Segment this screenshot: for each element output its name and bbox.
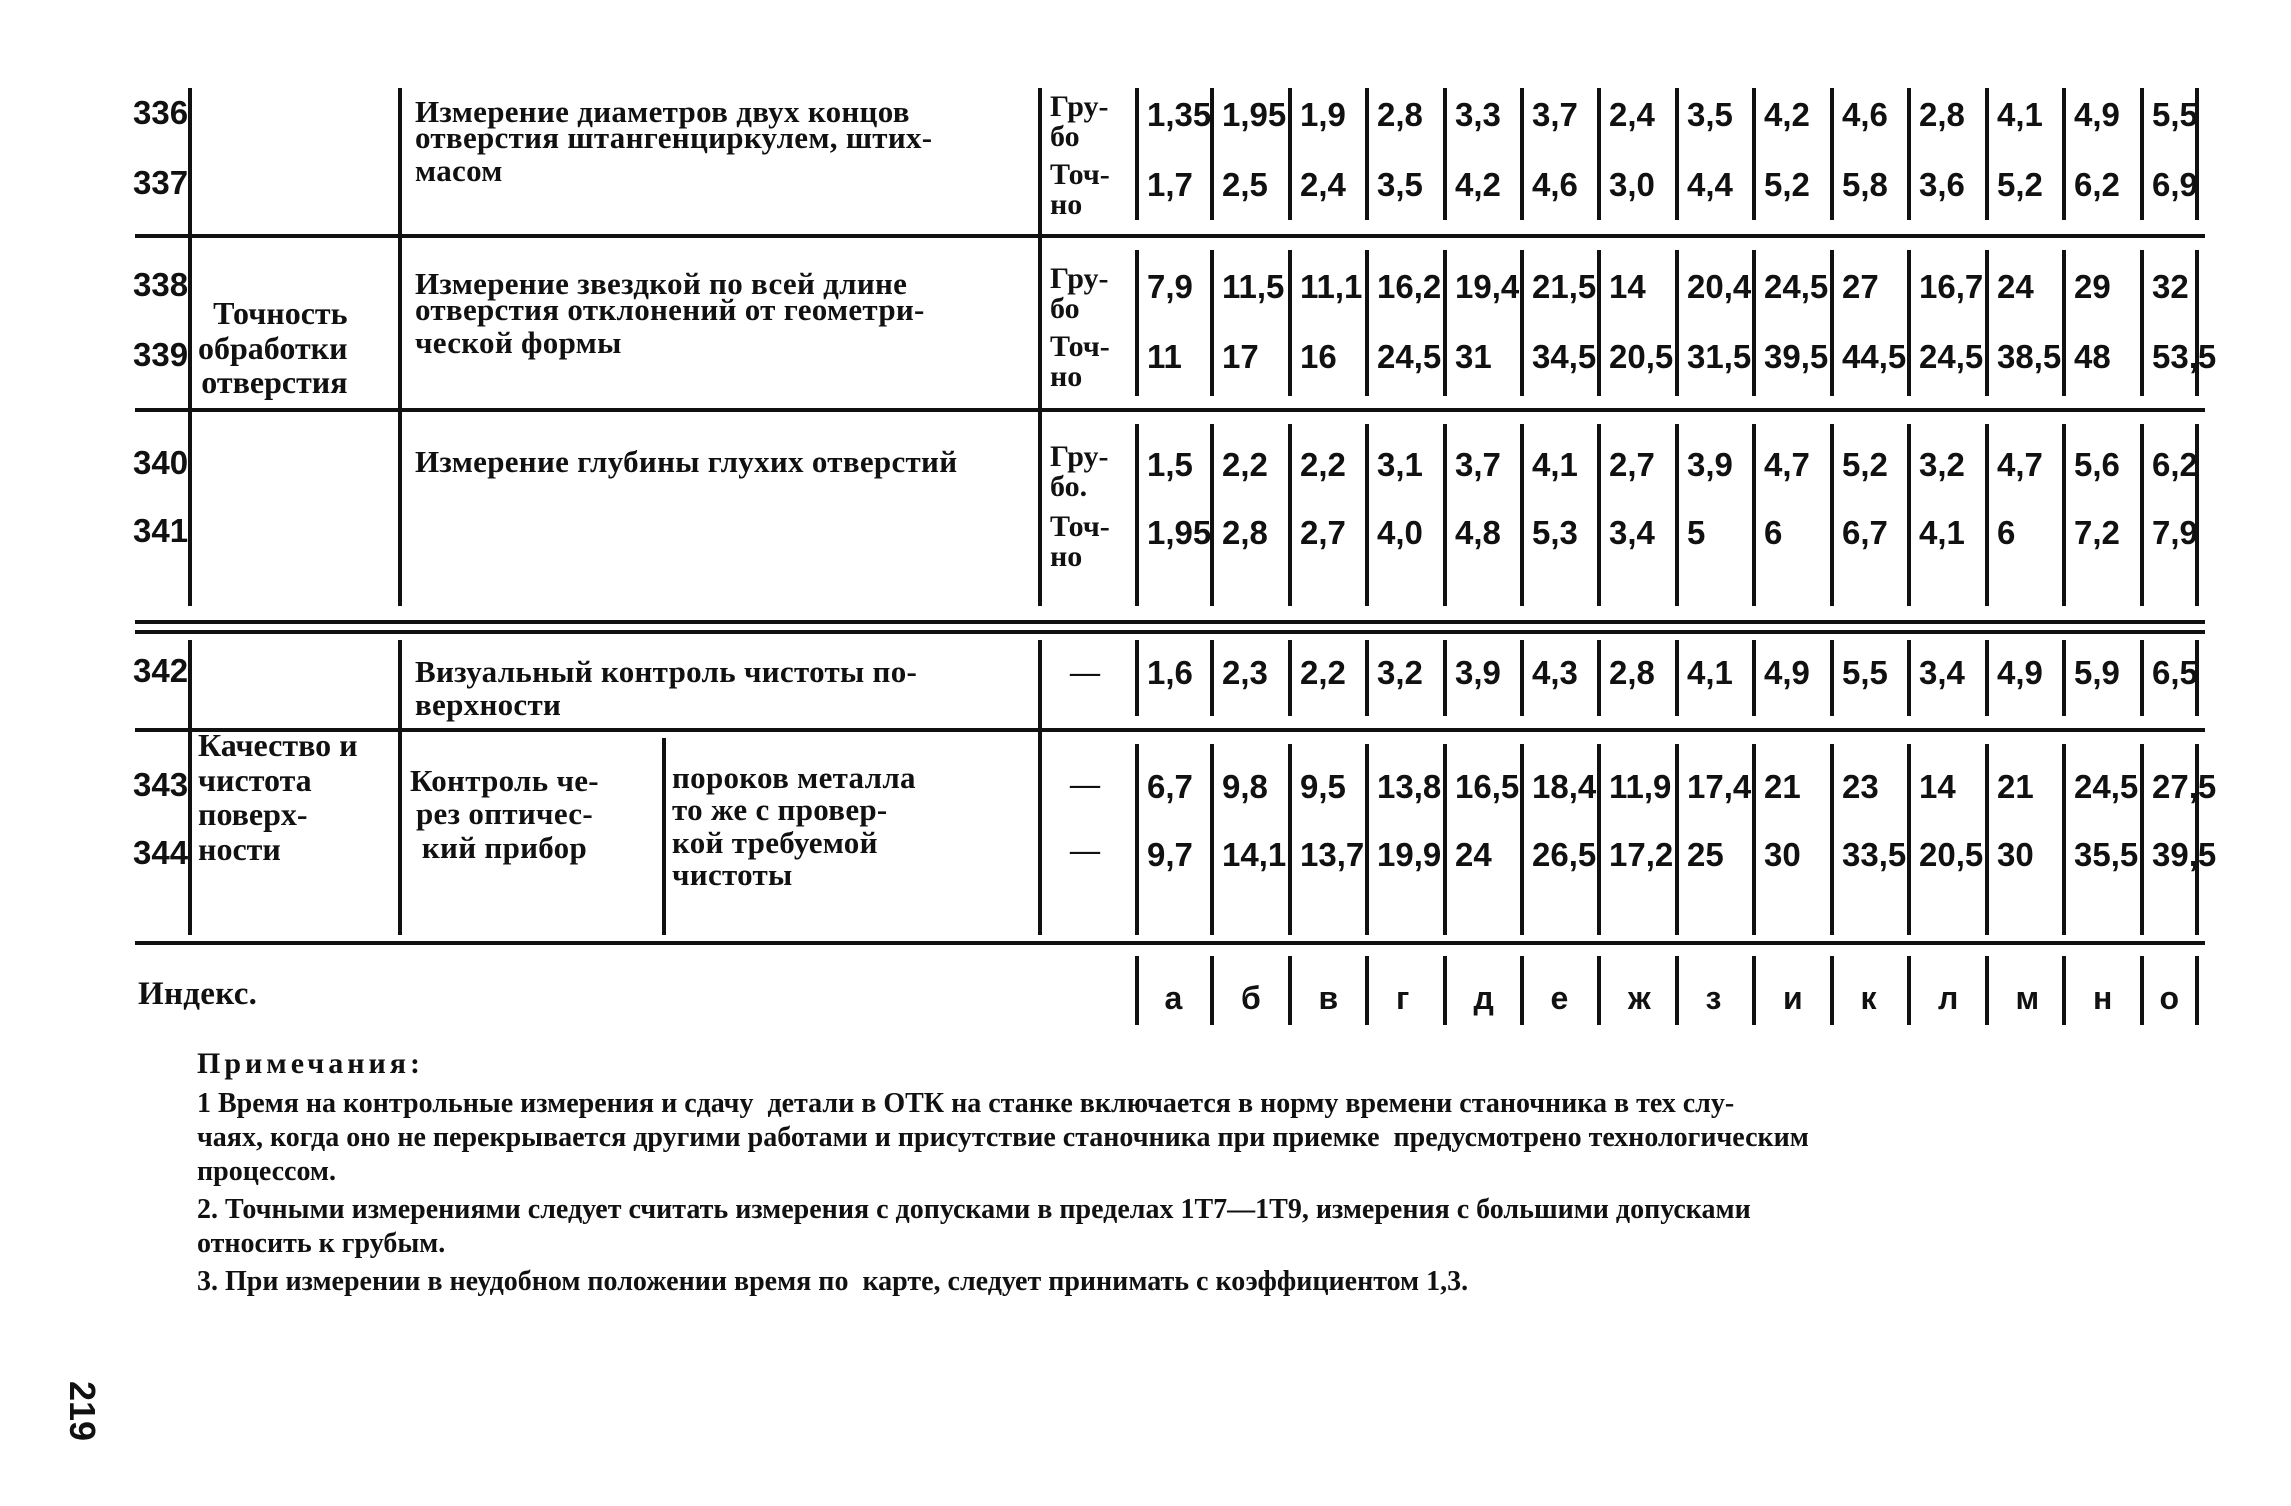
table-cell: 16 bbox=[1300, 338, 1337, 375]
index-cell: а bbox=[1164, 980, 1183, 1016]
table-cell: 6 bbox=[1764, 514, 1783, 551]
accuracy-mode: Точ- но bbox=[1050, 330, 1110, 393]
table-cell: 6,7 bbox=[1147, 768, 1193, 805]
group-label-accuracy bbox=[198, 296, 348, 400]
row-number: 342 bbox=[133, 652, 189, 689]
table-cell: 14,1 bbox=[1222, 836, 1287, 873]
table-cell: 4,7 bbox=[1764, 446, 1810, 483]
table-cell: 5,3 bbox=[1532, 514, 1578, 551]
table-cell: 5,5 bbox=[2152, 96, 2198, 133]
table-cell: 7,9 bbox=[2152, 514, 2198, 551]
group-label-text: Качество и чистота поверх- ности bbox=[198, 727, 358, 867]
table-cell: 2,4 bbox=[1609, 96, 1655, 133]
table-cell: 3,2 bbox=[1919, 446, 1965, 483]
table-cell: 24,5 bbox=[2074, 768, 2139, 805]
table-cell: 39,5 bbox=[1764, 338, 1829, 375]
table-cell: 27 bbox=[1842, 268, 1879, 305]
table-cell: 4,4 bbox=[1687, 166, 1733, 203]
accuracy-mode: Гру- бо bbox=[1050, 90, 1109, 153]
table-cell: 21 bbox=[1764, 768, 1801, 805]
table-cell: 1,95 bbox=[1147, 514, 1212, 551]
table-cell: 1,35 bbox=[1147, 96, 1212, 133]
index-cell: о bbox=[2159, 980, 2180, 1016]
accuracy-mode: Гру- бо. bbox=[1050, 440, 1109, 503]
table-cell: 17,2 bbox=[1609, 836, 1674, 873]
table-cell: 24,5 bbox=[1764, 268, 1829, 305]
index-cell: ж bbox=[1628, 980, 1651, 1016]
table-cell: 48 bbox=[2074, 338, 2111, 375]
table-cell: 5 bbox=[1687, 514, 1706, 551]
table-cell: 4,2 bbox=[1764, 96, 1810, 133]
index-cell: и bbox=[1783, 980, 1803, 1016]
table-cell: 2,7 bbox=[1609, 446, 1655, 483]
table-cell: 2,8 bbox=[1222, 514, 1268, 551]
table-cell: 19,9 bbox=[1377, 836, 1442, 873]
table-cell: 44,5 bbox=[1842, 338, 1907, 375]
row-number: 343 bbox=[133, 766, 189, 803]
table-cell: 11 bbox=[1147, 338, 1182, 375]
table-cell: 2,2 bbox=[1300, 446, 1346, 483]
table-cell: 17 bbox=[1222, 338, 1259, 375]
table-cell: 3,4 bbox=[1609, 514, 1655, 551]
page-number: 219 bbox=[62, 1380, 104, 1442]
table-cell: 35,5 bbox=[2074, 836, 2139, 873]
table-cell: 11,5 bbox=[1222, 268, 1285, 305]
table-cell: 5,2 bbox=[1997, 166, 2043, 203]
table-cell: 17,4 bbox=[1687, 768, 1752, 805]
table-cell: 26,5 bbox=[1532, 836, 1597, 873]
row-description: Визуальный контроль чистоты по- верхности bbox=[415, 654, 918, 722]
note-item: 3. При измерении в неудобном положении время по карте, следует принимать с коэффициентом 1,3. bbox=[197, 1266, 1469, 1298]
table-cell: 3,9 bbox=[1455, 654, 1501, 691]
accuracy-mode: — bbox=[1070, 768, 1100, 801]
table-cell: 2,3 bbox=[1222, 654, 1268, 691]
row-number: 344 bbox=[133, 834, 189, 871]
accuracy-mode: — bbox=[1070, 834, 1100, 867]
note-item: 2. Точными измерениями следует считать измерения с допусками в пределах 1Т7—1Т9, измерения с большими допусками относить к грубым. bbox=[197, 1194, 1751, 1260]
row-description: отверстия отклонений от геометри- ческой формы bbox=[415, 292, 925, 360]
table-cell: 4,6 bbox=[1842, 96, 1888, 133]
row-number: 336 bbox=[133, 94, 189, 131]
table-cell: 1,6 bbox=[1147, 654, 1193, 691]
table-cell: 7,2 bbox=[2074, 514, 2120, 551]
table-cell: 3,2 bbox=[1377, 654, 1423, 691]
row-number: 338 bbox=[133, 266, 189, 303]
index-cell: к bbox=[1860, 980, 1877, 1016]
table-cell: 2,2 bbox=[1300, 654, 1346, 691]
table-cell: 2,7 bbox=[1300, 514, 1346, 551]
table-cell: 39,5 bbox=[2152, 836, 2217, 873]
table-cell: 4,3 bbox=[1532, 654, 1578, 691]
table-cell: 3,7 bbox=[1455, 446, 1501, 483]
table-cell: 31,5 bbox=[1687, 338, 1752, 375]
table-cell: 4,1 bbox=[1532, 446, 1578, 483]
index-cell: е bbox=[1550, 980, 1569, 1016]
table-cell: 4,9 bbox=[1997, 654, 2043, 691]
table-cell: 24 bbox=[1997, 268, 2034, 305]
table-cell: 3,6 bbox=[1919, 166, 1965, 203]
accuracy-mode: — bbox=[1070, 656, 1100, 689]
table-cell: 24,5 bbox=[1919, 338, 1984, 375]
table-cell: 27,5 bbox=[2152, 768, 2217, 805]
table-cell: 3,5 bbox=[1687, 96, 1733, 133]
table-cell: 3,9 bbox=[1687, 446, 1733, 483]
table-cell: 3,5 bbox=[1377, 166, 1423, 203]
table-cell: 6,2 bbox=[2152, 446, 2198, 483]
table-cell: 16,5 bbox=[1455, 768, 1520, 805]
table-cell: 14 bbox=[1609, 268, 1646, 305]
table-cell: 11,1 bbox=[1300, 268, 1363, 305]
row-description: Измерение звездкой по всей длине bbox=[415, 266, 908, 301]
row-number: 339 bbox=[133, 336, 189, 373]
index-cell: г bbox=[1396, 980, 1410, 1016]
row-description: то же с провер- кой требуемой чистоты bbox=[672, 792, 888, 893]
table-cell: 5,5 bbox=[1842, 654, 1888, 691]
group-label-text: Точность обработки отверстия bbox=[198, 295, 348, 401]
table-cell: 1,9 bbox=[1300, 96, 1346, 133]
notes-title: Примечания: bbox=[197, 1047, 425, 1080]
table-cell: 16,2 bbox=[1377, 268, 1442, 305]
table-cell: 20,4 bbox=[1687, 268, 1752, 305]
notes-block bbox=[135, 1046, 2210, 1300]
table-cell: 4,9 bbox=[2074, 96, 2120, 133]
table-cell: 5,8 bbox=[1842, 166, 1888, 203]
row-description: Измерение диаметров двух концов bbox=[415, 94, 910, 129]
table-cell: 24 bbox=[1455, 836, 1492, 873]
group-label-quality bbox=[198, 728, 358, 866]
table-cell: 5,2 bbox=[1842, 446, 1888, 483]
index-cell: з bbox=[1705, 980, 1722, 1016]
table-cell: 4,1 bbox=[1919, 514, 1965, 551]
table-cell: 33,5 bbox=[1842, 836, 1907, 873]
table-cell: 31 bbox=[1455, 338, 1492, 375]
table-cell: 5,2 bbox=[1764, 166, 1810, 203]
table-cell: 9,8 bbox=[1222, 768, 1268, 805]
table-cell: 32 bbox=[2152, 268, 2189, 305]
table-cell: 4,2 bbox=[1455, 166, 1501, 203]
index-cell: в bbox=[1318, 980, 1339, 1016]
table-cell: 4,1 bbox=[1997, 96, 2043, 133]
row-number: 341 bbox=[133, 512, 189, 549]
table-cell: 5,9 bbox=[2074, 654, 2120, 691]
accuracy-mode: Гру- бо bbox=[1050, 262, 1109, 325]
table-cell: 6,5 bbox=[2152, 654, 2198, 691]
table-cell: 30 bbox=[1997, 836, 2034, 873]
table-cell: 3,4 bbox=[1919, 654, 1965, 691]
table-cell: 2,8 bbox=[1377, 96, 1423, 133]
table-cell: 9,5 bbox=[1300, 768, 1346, 805]
table-cell: 1,7 bbox=[1147, 166, 1193, 203]
table-cell: 13,7 bbox=[1300, 836, 1365, 873]
table-cell: 23 bbox=[1842, 768, 1879, 805]
table-cell: 4,9 bbox=[1764, 654, 1810, 691]
table-cell: 5,6 bbox=[2074, 446, 2120, 483]
table-cell: 2,8 bbox=[1609, 654, 1655, 691]
table-cell: 4,0 bbox=[1377, 514, 1423, 551]
index-cell: л bbox=[1938, 980, 1959, 1016]
table-cell: 1,5 bbox=[1147, 446, 1193, 483]
table-cell: 3,7 bbox=[1532, 96, 1578, 133]
table-cell: 25 bbox=[1687, 836, 1724, 873]
row-number: 340 bbox=[133, 444, 189, 481]
index-label: Индекс. bbox=[138, 976, 258, 1012]
table-cell: 4,7 bbox=[1997, 446, 2043, 483]
row-description: пороков металла bbox=[672, 760, 916, 795]
table-cell: 4,1 bbox=[1687, 654, 1733, 691]
optical-control-label: Контроль че- рез оптичес- кий прибор bbox=[410, 763, 599, 865]
table-cell: 9,7 bbox=[1147, 836, 1193, 873]
table-cell: 16,7 bbox=[1919, 268, 1984, 305]
table-cell: 1,95 bbox=[1222, 96, 1287, 133]
accuracy-mode: Точ- но bbox=[1050, 510, 1110, 573]
row-description: Измерение глубины глухих отверстий bbox=[415, 444, 958, 479]
table-cell: 2,4 bbox=[1300, 166, 1346, 203]
table-cell: 19,4 bbox=[1455, 268, 1520, 305]
table-cell: 24,5 bbox=[1377, 338, 1442, 375]
table-cell: 14 bbox=[1919, 768, 1956, 805]
table-cell: 21,5 bbox=[1532, 268, 1597, 305]
table-cell: 2,5 bbox=[1222, 166, 1268, 203]
table-cell: 20,5 bbox=[1609, 338, 1674, 375]
row-description: отверстия штангенциркулем, штих- масом bbox=[415, 120, 933, 188]
index-cell: д bbox=[1473, 980, 1494, 1016]
table-cell: 3,0 bbox=[1609, 166, 1655, 203]
table-cell: 18,4 bbox=[1532, 768, 1597, 805]
table-cell: 13,8 bbox=[1377, 768, 1442, 805]
index-cell: б bbox=[1241, 980, 1261, 1016]
index-cell: м bbox=[2015, 980, 2040, 1016]
table-cell: 34,5 bbox=[1532, 338, 1597, 375]
table-cell: 2,8 bbox=[1919, 96, 1965, 133]
table-cell: 6,9 bbox=[2152, 166, 2198, 203]
note-item: 1 Время на контрольные измерения и сдачу детали в ОТК на станке включается в норму времени станочника в тех слу- чаях, когда оно не перекрывается другими работами и присутствие станочника при приемке предусмотрено технологическим процессом. bbox=[197, 1087, 1809, 1187]
table-cell: 4,8 bbox=[1455, 514, 1501, 551]
row-number: 337 bbox=[133, 164, 189, 201]
table-cell: 38,5 bbox=[1997, 338, 2062, 375]
table-cell: 11,9 bbox=[1609, 768, 1672, 805]
table-cell: 29 bbox=[2074, 268, 2111, 305]
table-cell: 30 bbox=[1764, 836, 1801, 873]
table-cell: 20,5 bbox=[1919, 836, 1984, 873]
table-cell: 3,1 bbox=[1377, 446, 1423, 483]
table-cell: 4,6 bbox=[1532, 166, 1578, 203]
table-cell: 7,9 bbox=[1147, 268, 1193, 305]
table-cell: 21 bbox=[1997, 768, 2034, 805]
table-cell: 6,2 bbox=[2074, 166, 2120, 203]
table-cell: 6,7 bbox=[1842, 514, 1888, 551]
index-cell: н bbox=[2093, 980, 2113, 1016]
table-cell: 6 bbox=[1997, 514, 2016, 551]
table-cell: 3,3 bbox=[1455, 96, 1501, 133]
table-cell: 2,2 bbox=[1222, 446, 1268, 483]
table-cell: 53,5 bbox=[2152, 338, 2217, 375]
accuracy-mode: Точ- но bbox=[1050, 158, 1110, 221]
